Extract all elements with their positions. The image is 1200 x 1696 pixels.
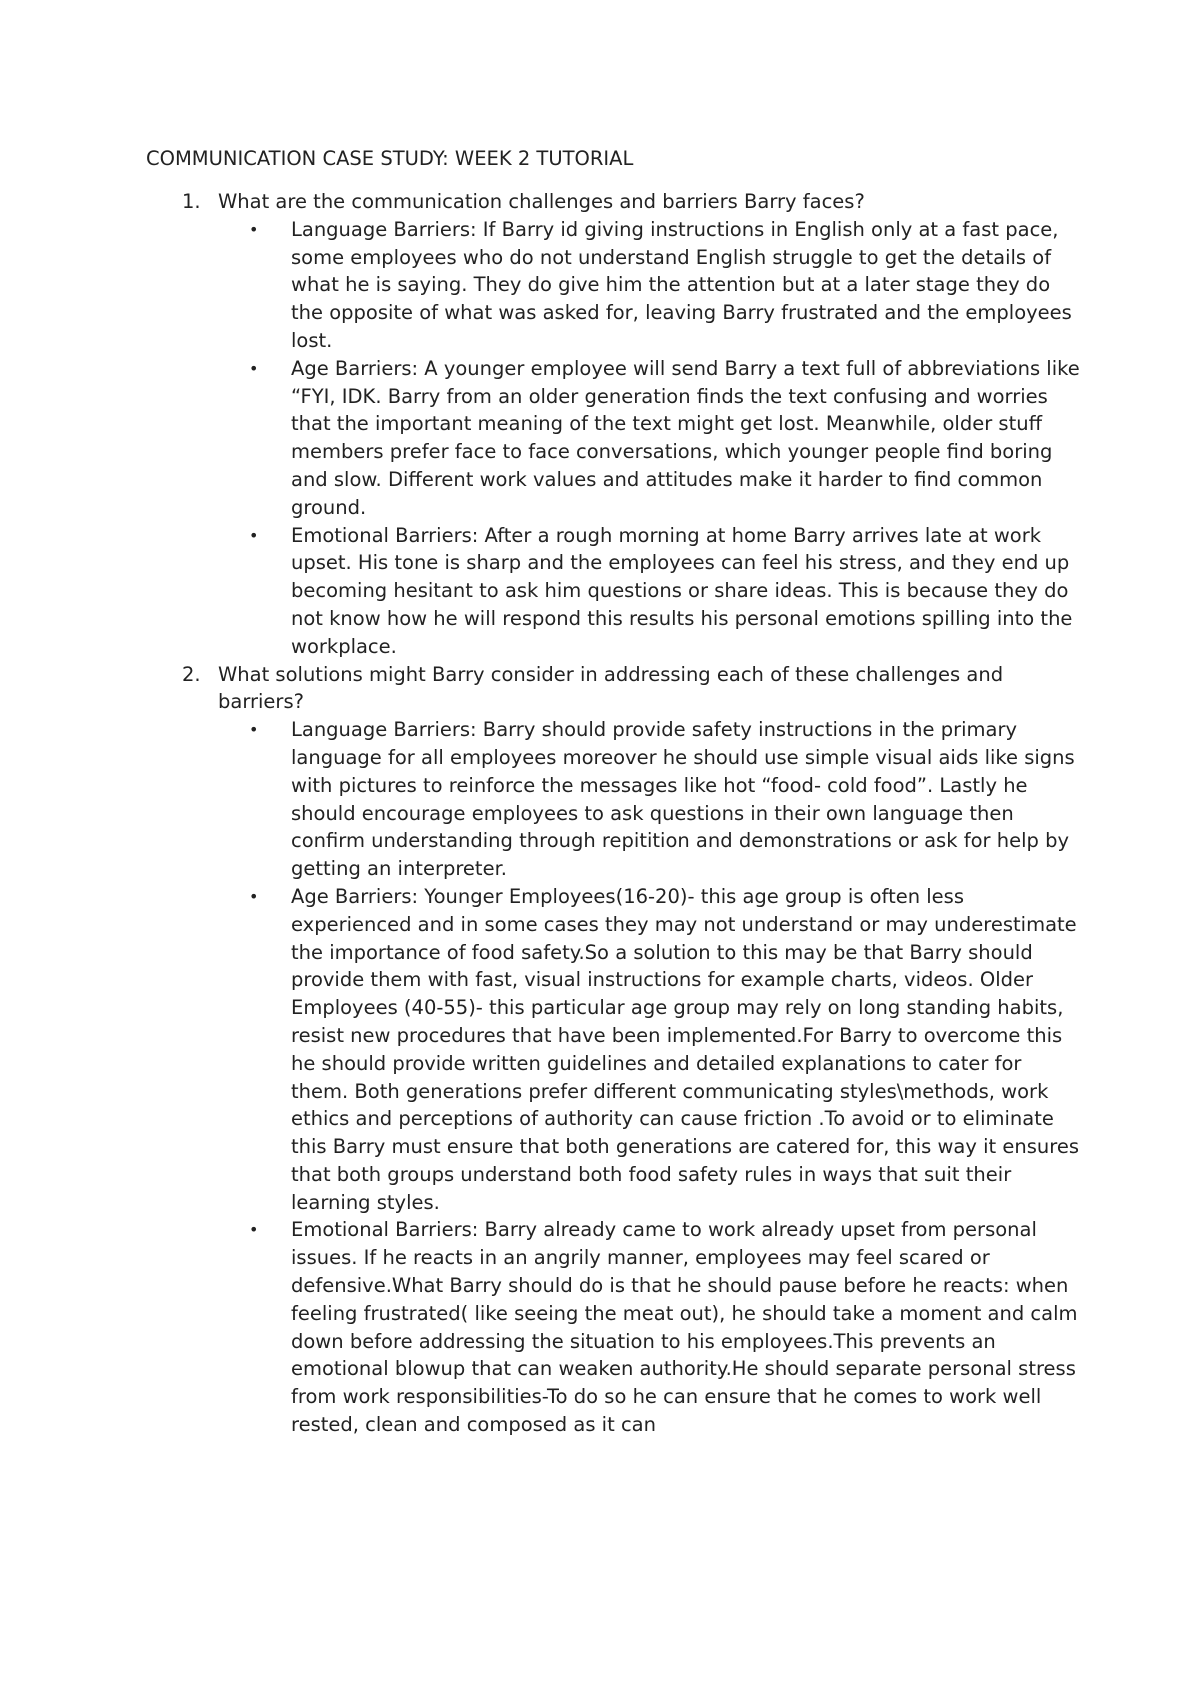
bullet-text: Emotional Barriers: After a rough morning at home Barry arrives late at work upset. His tone is sharp and the employees can feel his stress, and they end up becoming hesitant to ask him questions or share ideas. This is because they do not know how he will respond this results his personal emotions spilling into the workplace. xyxy=(291,523,1073,658)
bullet-text: Age Barriers: A younger employee will send Barry a text full of abbreviations like “FYI, IDK. Barry from an older generation finds the text confusing and worries that the important meaning of the text might get lost. Meanwhile, older stuff members prefer face to face conversations, which younger people find boring and slow. Different work values and attitudes make it harder to find common ground. xyxy=(291,356,1080,519)
list-item xyxy=(146,216,1081,355)
list-item xyxy=(146,716,1081,883)
bullet-icon: • xyxy=(249,219,259,239)
document-content xyxy=(146,188,1080,1439)
bullet-text: Emotional Barriers: Barry already came to work already upset from personal issues. If he reacts in an angrily manner, employees may feel scared or defensive.What Barry should do is that he should pause before he reacts: when feeling frustrated( like seeing the meat out), he should take a moment and calm down before addressing the situation to his employees.This prevents an emotional blowup that can weaken authority.He should separate personal stress from work responsibilities-To do so he can ensure that he comes to work well rested, clean and composed as it can xyxy=(291,1218,1078,1437)
bullet-icon: • xyxy=(249,1220,259,1240)
bullet-text: Language Barriers: If Barry id giving instructions in English only at a fast pace, some employees who do not understand English struggle to get the details of what he is saying. They do give him the attention but at a later stage they do the opposite of what was asked for, leaving Barry frustrated and the employees lost. xyxy=(291,217,1072,352)
question-2 xyxy=(146,661,1088,717)
answer-list-1 xyxy=(146,216,1086,661)
document-title: COMMUNICATION CASE STUDY: WEEK 2 TUTORIAL xyxy=(146,147,634,170)
list-item xyxy=(146,355,1081,522)
question-1 xyxy=(146,188,1088,216)
bullet-icon: • xyxy=(249,525,259,545)
answer-list-2 xyxy=(146,716,1086,1439)
question-number: 1. xyxy=(182,190,201,213)
list-item xyxy=(146,1216,1081,1438)
question-text: What are the communication challenges and barriers Barry faces? xyxy=(218,190,865,213)
bullet-icon: • xyxy=(249,358,259,378)
list-item xyxy=(146,883,1081,1217)
bullet-text: Language Barriers: Barry should provide safety instructions in the primary language for all employees moreover he should use simple visual aids like signs with pictures to reinforce the messages like hot “food- cold food”. Lastly he should encourage employees to ask questions in their own language then confirm understanding through repitition and demonstrations or ask for help by getting an interpreter. xyxy=(291,718,1075,881)
list-item xyxy=(146,522,1081,661)
bullet-icon: • xyxy=(249,886,259,906)
question-number: 2. xyxy=(182,662,201,686)
bullet-text: Age Barriers: Younger Employees(16-20)- this age group is often less experienced and in some cases they may not understand or may underestimate the importance of food safety.So a solution to this may be that Barry should provide them with fast, visual instructions for example charts, videos. Older Employees (40-55)- this particular age group may rely on long standing habits, resist new procedures that have been implemented.For Barry to overcome this he should provide written guidelines and detailed explanations to cater for them. Both generations prefer different communicating styles\methods, work ethics and perceptions of authority can cause friction .To avoid or to eliminate this Barry must ensure that both generations are catered for, this way it ensures that both groups understand both food safety rules in ways that suit their learning styles. xyxy=(291,884,1079,1214)
bullet-icon: • xyxy=(249,720,259,740)
question-text: What solutions might Barry consider in addressing each of these challenges and barriers? xyxy=(218,662,1004,714)
